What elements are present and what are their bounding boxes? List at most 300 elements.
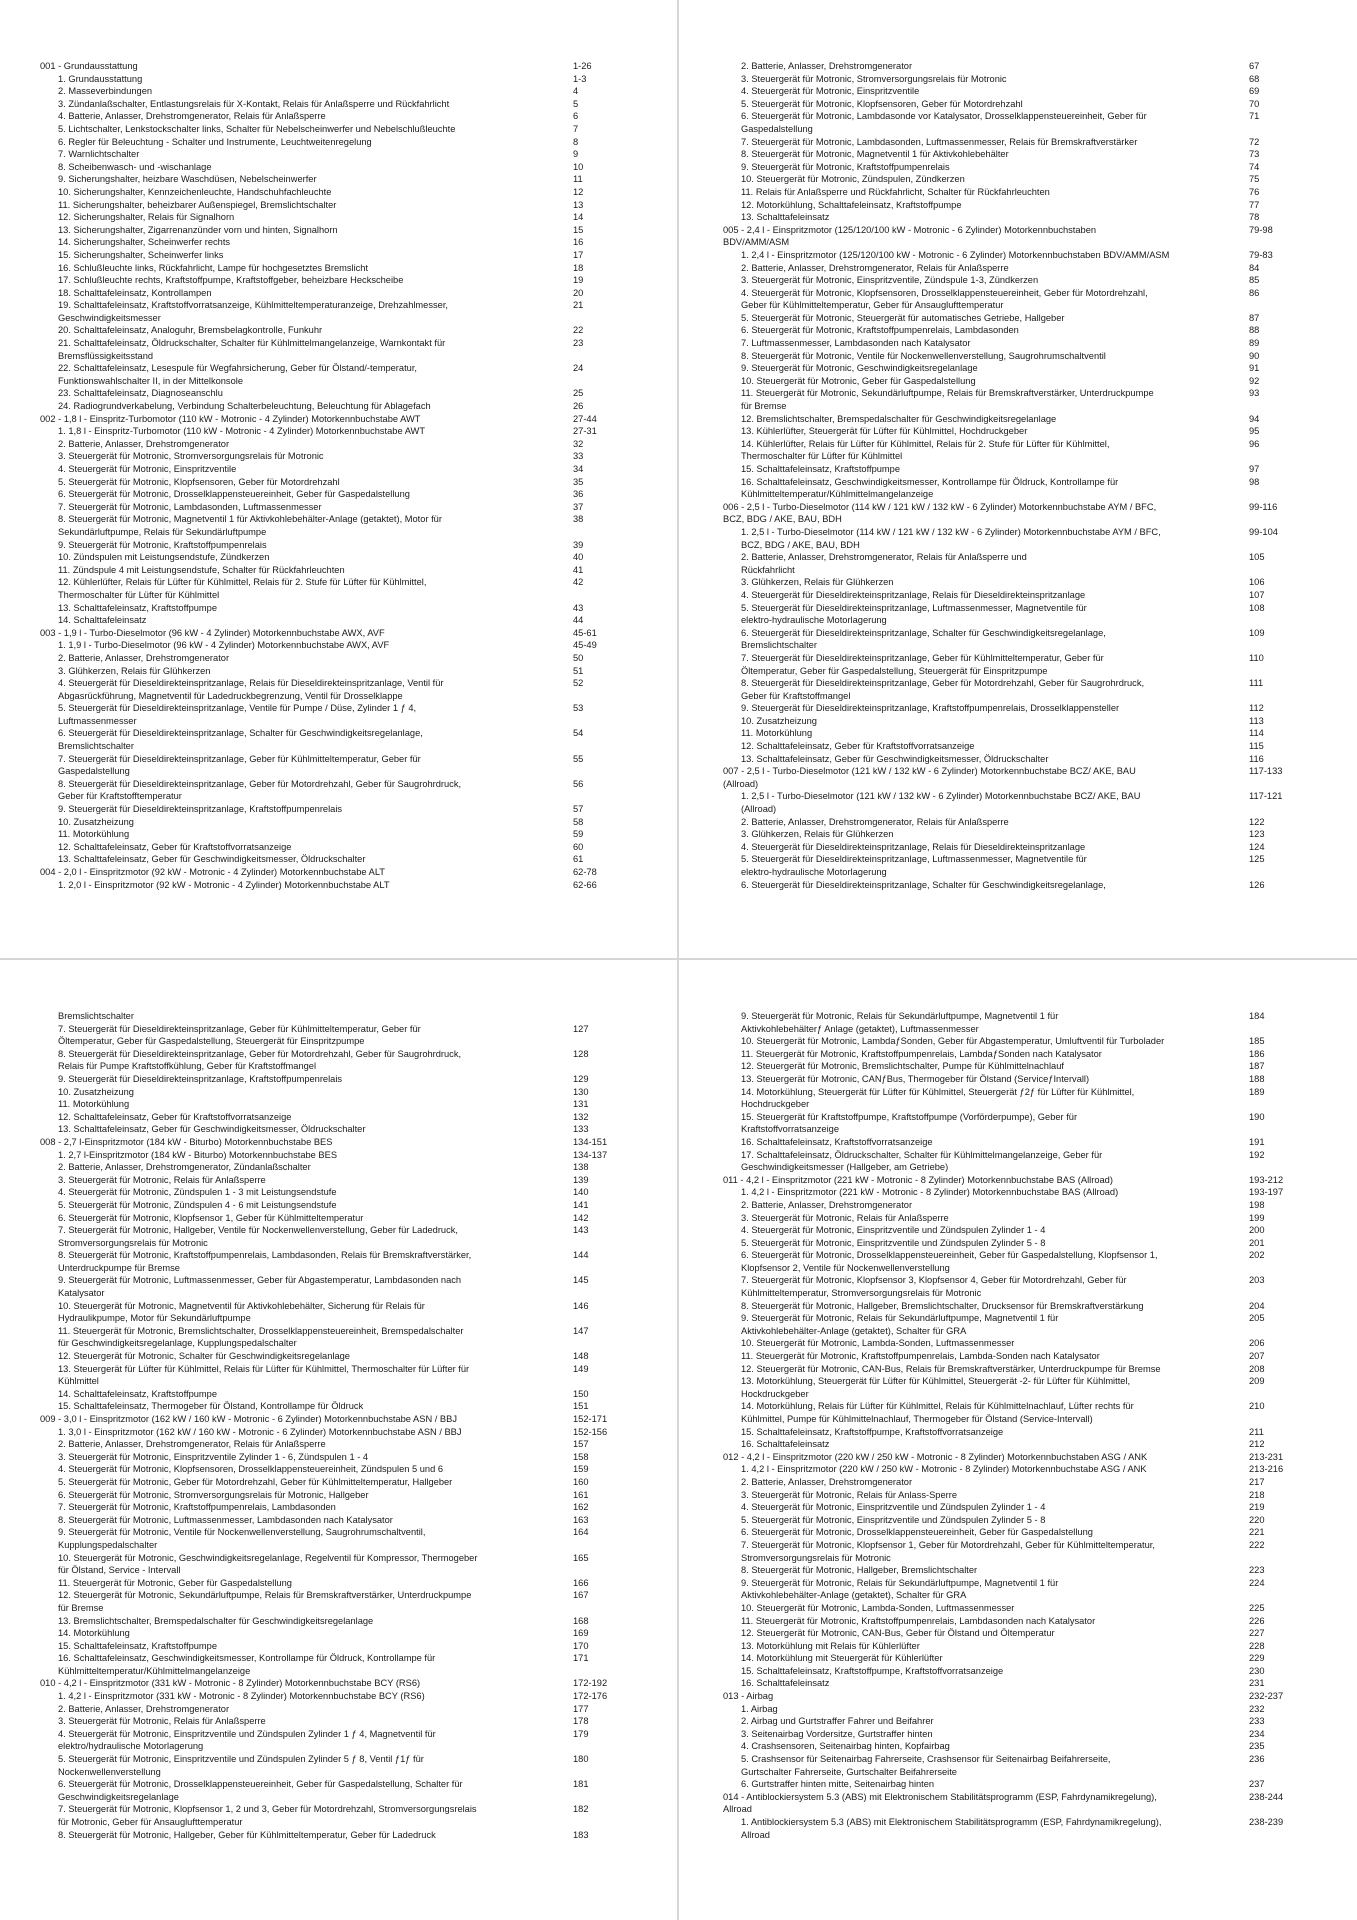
toc-entry-title: 5. Steuergerät für Motronic, Geber für Motordrehzahl, Geber für Kühlmitteltemperatur, Hallgeber xyxy=(58,1476,453,1487)
toc-page-number: 177 xyxy=(573,1703,589,1714)
toc-entry-title: 20. Schalttafeleinsatz, Analoguhr, Bremsbelagkontrolle, Funkuhr xyxy=(58,325,323,336)
toc-entry-title: 1. 2,5 l - Turbo-Dieselmotor (121 kW / 132 kW - 6 Zylinder) Motorkennbuchstabe BCZ/ AKE, BAU xyxy=(741,791,1141,802)
toc-entry-title: 2. Batterie, Anlasser, Drehstromgenerator xyxy=(58,438,230,449)
toc-entry-title: Aktivkohlebehälter-Anlage (getaktet), Schalter für GRA xyxy=(741,1590,967,1601)
toc-entry-title: Luftmassenmesser xyxy=(58,715,137,726)
toc-page-number: 76 xyxy=(1249,186,1260,197)
toc-page-number: 85 xyxy=(1249,275,1260,286)
toc-page-number: 51 xyxy=(573,665,584,676)
toc-page-number: 188 xyxy=(1249,1073,1265,1084)
toc-entry-row xyxy=(723,853,1313,866)
toc-entry-title: 8. Steuergerät für Motronic, Hallgeber, Bremslichtschalter xyxy=(741,1565,978,1576)
toc-page-number: 217 xyxy=(1249,1476,1265,1487)
toc-entry-row xyxy=(723,790,1313,803)
toc-page-number: 212 xyxy=(1249,1439,1265,1450)
toc-entry-title: (Allroad) xyxy=(723,778,759,789)
toc-entry-row xyxy=(40,387,637,400)
toc-entry-row xyxy=(40,85,637,98)
toc-entry-row xyxy=(40,1287,637,1300)
toc-page-number: 141 xyxy=(573,1199,589,1210)
toc-page-number: 24 xyxy=(573,363,584,374)
toc-entry-title: 2. Batterie, Anlasser, Drehstromgenerator, Relais für Anlaßsperre xyxy=(741,262,1009,273)
toc-entry-title: 15. Schalttafeleinsatz, Thermogeber für Ölstand, Kontrollampe für Öldruck xyxy=(58,1401,364,1412)
toc-entry-title: 9. Steuergerät für Motronic, Geschwindigkeitsregelanlage xyxy=(741,363,978,374)
toc-page-number: 1-26 xyxy=(573,61,592,71)
toc-page-number: 37 xyxy=(573,501,584,512)
toc-entry-title: 1. 2,5 l - Turbo-Dieselmotor (114 kW / 121 kW / 132 kW - 6 Zylinder) Motorkennbuchstabe AYM / BFC, xyxy=(741,526,1161,537)
toc-section-row xyxy=(723,1174,1313,1187)
toc-entry-title: Thermoschalter für Lüfter für Kühlmittel xyxy=(58,589,220,600)
toc-page-number: 234 xyxy=(1249,1728,1265,1739)
toc-page-number: 34 xyxy=(573,464,584,474)
toc-entry-title: 14. Motorkühlung xyxy=(58,1628,130,1639)
toc-page-number: 74 xyxy=(1249,161,1260,172)
toc-page-number: 237 xyxy=(1249,1779,1265,1790)
toc-section-row xyxy=(40,413,637,426)
toc-entry-title: 7. Luftmassenmesser, Lambdasonden nach Katalysator xyxy=(741,338,971,349)
toc-entry-title: 8. Steuergerät für Dieseldirekteinspritzanlage, Geber für Motordrehzahl, Geber für Saugrohrdruck, xyxy=(58,778,462,789)
toc-entry-row xyxy=(723,1023,1313,1036)
toc-page-number: 109 xyxy=(1249,627,1265,638)
toc-page-number: 167 xyxy=(573,1590,589,1601)
toc-entry-row xyxy=(723,1766,1313,1779)
toc-entry-title: 15. Sicherungshalter, Scheinwerfer links xyxy=(58,249,224,260)
toc-entry-title: 9. Steuergerät für Motronic, Luftmassenmesser, Geber für Abgastemperatur, Lambdasonden nach xyxy=(58,1275,462,1286)
toc-entry-title: 1. 4,2 l - Einspritzmotor (220 kW / 250 kW - Motronic - 8 Zylinder) Motorkennbuchstabe ASG / ANK xyxy=(741,1464,1147,1475)
toc-entry-title: 13. Schalttafeleinsatz, Kraftstoffpumpe xyxy=(58,602,218,613)
toc-section-row xyxy=(723,224,1313,237)
toc-entry-row xyxy=(723,262,1313,275)
toc-page-number: 90 xyxy=(1249,350,1260,361)
toc-entry-title: 8. Steuergerät für Dieseldirekteinspritzanlage, Geber für Motordrehzahl, Geber für Saugrohrdruck, xyxy=(741,678,1145,689)
toc-entry-row xyxy=(40,1010,637,1023)
toc-entry-title: Unterdruckpumpe für Bremse xyxy=(58,1262,180,1273)
toc-entry-row xyxy=(723,136,1313,149)
toc-page-number: 67 xyxy=(1249,61,1260,71)
toc-entry-title: 12. Schalttafeleinsatz, Geber für Kraftstoffvorratsanzeige xyxy=(58,841,292,852)
toc-entry-row xyxy=(40,1627,637,1640)
toc-entry-title: 2. Batterie, Anlasser, Drehstromgenerator, Zündanlaßschalter xyxy=(58,1162,311,1173)
toc-entry-row xyxy=(40,400,637,413)
toc-entry-title: 9. Steuergerät für Motronic, Kraftstoffpumpenrelais xyxy=(741,161,950,172)
toc-entry-row xyxy=(40,1098,637,1111)
toc-entry-row xyxy=(723,1640,1313,1653)
toc-page-number: 130 xyxy=(573,1086,589,1097)
toc-entry-title: Kraftstoffvorratsanzeige xyxy=(741,1124,840,1135)
toc-page-number: 202 xyxy=(1249,1250,1265,1261)
toc-entry-row xyxy=(40,665,637,678)
toc-entry-row xyxy=(40,1803,637,1816)
toc-page-number: 73 xyxy=(1249,149,1260,160)
toc-entry-row xyxy=(40,1602,637,1615)
toc-entry-title: 24. Radiogrundverkabelung, Verbindung Schalterbeleuchtung, Beleuchtung für Ablagefach xyxy=(58,401,431,412)
toc-page-number: 178 xyxy=(573,1716,589,1727)
toc-page-number: 50 xyxy=(573,652,584,663)
toc-entry-row xyxy=(723,1048,1313,1061)
toc-page-number: 166 xyxy=(573,1577,589,1588)
toc-entry-title: 13. Steuergerät für Motronic, CANƒBus, Thermogeber für Ölstand (ServiceƒIntervall) xyxy=(741,1073,1090,1084)
toc-page-number: 117-121 xyxy=(1249,791,1283,802)
toc-entry-title: 7. Steuergerät für Motronic, Lambdasonden, Luftmassenmesser, Relais für Bremskraftverstärker xyxy=(741,136,1138,147)
toc-entry-title: Gurtschalter Fahrerseite, Gurtschalter Beifahrerseite xyxy=(741,1766,957,1777)
toc-entry-row xyxy=(40,576,637,589)
toc-entry-title: 8. Steuergerät für Motronic, Hallgeber, Geber für Kühlmitteltemperatur, Geber für Ladedruck xyxy=(58,1829,436,1840)
toc-page-number: 21 xyxy=(573,300,584,311)
toc-entry-row xyxy=(40,1690,637,1703)
toc-entry-row xyxy=(40,362,637,375)
toc-page-number: 210 xyxy=(1249,1401,1265,1412)
toc-entry-row xyxy=(723,879,1313,892)
toc-page-number: 35 xyxy=(573,476,584,487)
toc-entry-row xyxy=(40,249,637,262)
toc-page-number: 33 xyxy=(573,451,584,462)
toc-entry-title: 5. Steuergerät für Dieseldirekteinspritzanlage, Luftmassenmesser, Magnetventile für xyxy=(741,602,1087,613)
toc-page-number: 38 xyxy=(573,514,584,525)
toc-entry-title: Kupplungspedalschalter xyxy=(58,1539,158,1550)
toc-entry-row xyxy=(40,1073,637,1086)
toc-entry-row xyxy=(723,1237,1313,1250)
toc-page-number: 185 xyxy=(1249,1036,1265,1047)
toc-page-number: 126 xyxy=(1249,879,1265,890)
toc-section-row xyxy=(723,236,1313,249)
toc-entry-title: 9. Steuergerät für Motronic, Relais für Sekundärluftpumpe, Magnetventil 1 für xyxy=(741,1313,1059,1324)
toc-entry-title: 11. Zündspule 4 mit Leistungsendstufe, Schalter für Rückfahrleuchten xyxy=(58,564,345,575)
toc-page-number: 236 xyxy=(1249,1754,1265,1765)
toc-entry-row xyxy=(723,375,1313,388)
toc-entry-title: 8. Steuergerät für Motronic, Hallgeber, Bremslichtschalter, Drucksensor für Bremskraftverstärkung xyxy=(741,1300,1144,1311)
toc-entry-row xyxy=(40,375,637,388)
toc-page-number: 140 xyxy=(573,1187,589,1198)
toc-entry-row xyxy=(40,1816,637,1829)
toc-entry-title: 5. Steuergerät für Motronic, Zündspulen 4 - 6 mit Leistungsendstufe xyxy=(58,1199,337,1210)
toc-page-number: 125 xyxy=(1249,854,1265,865)
toc-page-number: 164 xyxy=(573,1527,589,1538)
toc-entry-row xyxy=(723,1413,1313,1426)
toc-entry-title: 1. 4,2 l - Einspritzmotor (331 kW - Motronic - 8 Zylinder) Motorkennbuchstabe BCY (RS6) xyxy=(58,1691,425,1702)
toc-page-number: 55 xyxy=(573,753,584,764)
toc-entry-row xyxy=(723,828,1313,841)
toc-entry-row xyxy=(40,123,637,136)
toc-entry-row xyxy=(40,526,637,539)
toc-page-number: 10 xyxy=(573,161,584,172)
toc-entry-row xyxy=(723,1463,1313,1476)
toc-entry-title: 4. Steuergerät für Dieseldirekteinspritzanlage, Relais für Dieseldirekteinspritzanlage, Ventil für xyxy=(58,678,444,689)
toc-entry-row xyxy=(40,639,637,652)
toc-entry-row xyxy=(723,1564,1313,1577)
toc-entry-title: für Bremse xyxy=(741,401,787,412)
toc-entry-title: Bremslichtschalter xyxy=(58,741,134,752)
toc-entry-title: 2. Batterie, Anlasser, Drehstromgenerator, Relais für Anlaßsperre und xyxy=(741,552,1027,563)
toc-entry-title: 2. Batterie, Anlasser, Drehstromgenerator xyxy=(741,61,913,71)
toc-page-number: 158 xyxy=(573,1451,589,1462)
toc-entry-row xyxy=(723,1186,1313,1199)
toc-entry-title: 16. Schalttafeleinsatz, Geschwindigkeitsmesser, Kontrollampe für Öldruck, Kontrollampe für xyxy=(58,1653,436,1664)
toc-entry-row xyxy=(723,564,1313,577)
toc-page-number: 78 xyxy=(1249,212,1260,223)
toc-entry-row xyxy=(723,337,1313,350)
toc-entry-title: 9. Steuergerät für Motronic, Ventile für Nockenwellenverstellung, Saugrohrumschaltventil, xyxy=(58,1527,426,1538)
toc-entry-row xyxy=(40,1703,637,1716)
toc-entry-title: 4. Steuergerät für Dieseldirekteinspritzanlage, Relais für Dieseldirekteinspritzanlage xyxy=(741,841,1086,852)
toc-entry-title: Geschwindigkeitsregelanlage xyxy=(58,1791,179,1802)
toc-entry-row xyxy=(40,1186,637,1199)
toc-entry-title: Bremslichtschalter xyxy=(741,640,817,651)
toc-entry-title: für Geschwindigkeitsregelanlage, Kupplungspedalschalter xyxy=(58,1338,297,1349)
toc-entry-title: 16. Schalttafeleinsatz, Kraftstoffvorratsanzeige xyxy=(741,1136,933,1147)
toc-entry-row xyxy=(40,539,637,552)
toc-entry-row xyxy=(723,1262,1313,1275)
toc-entry-title: 14. Motorkühlung, Relais für Lüfter für Kühlmittel, Relais für Kühlmittelnachlauf, Lüfter rechts für xyxy=(741,1401,1134,1412)
toc-entry-title: 10. Steuergerät für Motronic, LambdaƒSonden, Geber für Abgastemperatur, Umluftventil für Turbolader xyxy=(741,1036,1165,1047)
toc-entry-title: 1. 2,7 l-Einspritzmotor (184 kW - Biturbo) Motorkennbuchstabe BES xyxy=(58,1149,338,1160)
toc-page-number: 114 xyxy=(1249,728,1264,739)
toc-page-number: 87 xyxy=(1249,312,1260,323)
toc-page-number: 172-192 xyxy=(573,1678,608,1689)
toc-entry-title: 11. Relais für Anlaßsperre und Rückfahrlicht, Schalter für Rückfahrleuchten xyxy=(741,186,1050,197)
toc-entry-row xyxy=(40,450,637,463)
toc-entry-row xyxy=(723,677,1313,690)
toc-entry-title: 13. Schalttafeleinsatz xyxy=(741,212,830,223)
toc-entry-row xyxy=(40,677,637,690)
toc-page-number: 7 xyxy=(573,123,579,134)
toc-entry-row xyxy=(723,400,1313,413)
toc-entry-title: 7. Steuergerät für Motronic, Lambdasonden, Luftmassenmesser xyxy=(58,501,322,512)
toc-page-number: 229 xyxy=(1249,1653,1265,1664)
toc-page-number: 117-133 xyxy=(1249,766,1283,777)
toc-entry-row xyxy=(40,136,637,149)
toc-entry-title: 2. Batterie, Anlasser, Drehstromgenerator, Relais für Anlaßsperre xyxy=(58,1439,326,1450)
toc-entry-title: 9. Steuergerät für Motronic, Kraftstoffpumpenrelais xyxy=(58,539,267,550)
toc-page-number: 62-78 xyxy=(573,867,597,877)
toc-entry-title: 3. Glühkerzen, Relais für Glühkerzen xyxy=(741,577,894,588)
toc-entry-title: 4. Steuergerät für Motronic, Einspritzventile und Zündspulen Zylinder 1 - 4 xyxy=(741,1225,1046,1236)
toc-entry-title: Öltemperatur, Geber für Gaspedalstellung, Steuergerät für Einspritzpumpe xyxy=(58,1036,365,1047)
toc-entry-row xyxy=(723,1703,1313,1716)
toc-page-number: 4 xyxy=(573,86,579,97)
toc-entry-row xyxy=(40,350,637,363)
toc-entry-title: 8. Steuergerät für Motronic, Kraftstoffpumpenrelais, Lambdasonden, Relais für Bremskraftverstärker, xyxy=(58,1250,472,1261)
toc-page-number: 181 xyxy=(573,1779,589,1790)
toc-entry-title: 6. Gurtstraffer hinten mitte, Seitenairbag hinten xyxy=(741,1779,935,1790)
toc-entry-row xyxy=(723,1438,1313,1451)
toc-entry-row xyxy=(723,287,1313,300)
toc-entry-row xyxy=(723,387,1313,400)
toc-page-number: 94 xyxy=(1249,413,1260,424)
toc-entry-row xyxy=(40,1350,637,1363)
toc-page-number: 59 xyxy=(573,829,584,840)
toc-entry-title: 1. 4,2 l - Einspritzmotor (221 kW - Motronic - 8 Zylinder) Motorkennbuchstabe BAS (Allroad) xyxy=(741,1187,1119,1198)
toc-page-number: 163 xyxy=(573,1514,589,1525)
toc-entry-title: elektro/hydraulische Motorlagerung xyxy=(58,1741,204,1752)
toc-entry-row xyxy=(40,816,637,829)
toc-entry-title: 15. Steuergerät für Kraftstoffpumpe, Kraftstoffpumpe (Vorförderpumpe), Geber für xyxy=(741,1111,1078,1122)
toc-entry-row xyxy=(40,1829,637,1842)
toc-page-number: 88 xyxy=(1249,325,1260,336)
toc-section-row xyxy=(723,1803,1313,1816)
toc-entry-title: 3. Steuergerät für Motronic, Relais für Anlass-Sperre xyxy=(741,1489,957,1500)
toc-entry-title: 15. Schalttafeleinsatz, Kraftstoffpumpe, Kraftstoffvorratsanzeige xyxy=(741,1426,1004,1437)
toc-entry-title: für Bremse xyxy=(58,1602,104,1613)
toc-entry-row xyxy=(723,312,1313,325)
toc-page-number: 45-61 xyxy=(573,627,597,638)
toc-entry-row xyxy=(723,803,1313,816)
toc-page-number: 170 xyxy=(573,1640,589,1651)
toc-entry-row xyxy=(723,1111,1313,1124)
toc-entry-row xyxy=(40,1123,637,1136)
toc-entry-title: 12. Steuergerät für Motronic, CAN-Bus, Relais für Bremskraftverstärker, Unterdruckpumpe für Bremse xyxy=(741,1363,1161,1374)
toc-entry-row xyxy=(723,690,1313,703)
toc-page-number: 53 xyxy=(573,703,584,714)
toc-entry-row xyxy=(723,73,1313,86)
toc-page-number: 98 xyxy=(1249,476,1260,487)
toc-entry-title: Stromversorgungsrelais für Motronic xyxy=(58,1237,208,1248)
toc-page-number: 232 xyxy=(1249,1703,1265,1714)
toc-page-number: 44 xyxy=(573,615,584,626)
toc-entry-row xyxy=(40,564,637,577)
toc-entry-title: 10. Steuergerät für Motronic, Geber für Gaspedalstellung xyxy=(741,375,976,386)
toc-entry-row xyxy=(723,1715,1313,1728)
toc-entry-title: Allroad xyxy=(741,1829,770,1840)
toc-entry-title: 15. Schalttafeleinsatz, Kraftstoffpumpe, Kraftstoffvorratsanzeige xyxy=(741,1665,1004,1676)
toc-entry-title: 9. Steuergerät für Motronic, Relais für Sekundärluftpumpe, Magnetventil 1 für xyxy=(741,1577,1059,1588)
toc-page-number: 105 xyxy=(1249,552,1265,563)
toc-entry-title: 006 - 2,5 l - Turbo-Dieselmotor (114 kW / 121 kW / 132 kW - 6 Zylinder) Motorkennbuchstabe AYM / BFC, xyxy=(723,501,1157,512)
toc-entry-title: 11. Steuergerät für Motronic, Geber für Gaspedalstellung xyxy=(58,1577,292,1588)
toc-entry-title: 12. Sicherungshalter, Relais für Signalhorn xyxy=(58,212,235,223)
toc-page-number: 95 xyxy=(1249,426,1260,437)
toc-page-number: 8 xyxy=(573,136,579,147)
toc-entry-row xyxy=(723,1098,1313,1111)
toc-page-number: 180 xyxy=(573,1754,589,1765)
toc-entry-title: 014 - Antiblockiersystem 5.3 (ABS) mit Elektronischem Stabilitätsprogramm (ESP, Fahrdynamikregelung), xyxy=(723,1791,1157,1802)
toc-entry-row xyxy=(723,1728,1313,1741)
toc-entry-title: 11. Motorkühlung xyxy=(58,829,130,840)
toc-page-number: 58 xyxy=(573,816,584,827)
toc-entry-row xyxy=(40,1212,637,1225)
toc-page-number: 45-49 xyxy=(573,640,597,651)
toc-entry-row xyxy=(40,602,637,615)
toc-entry-title: 005 - 2,4 l - Einspritzmotor (125/120/100 kW - Motronic - 6 Zylinder) Motorkennbuchstaben xyxy=(723,224,1097,235)
toc-entry-row xyxy=(723,450,1313,463)
toc-page-number: 129 xyxy=(573,1073,589,1084)
toc-entry-title: 1. 3,0 l - Einspritzmotor (162 kW / 160 kW - Motronic - 6 Zylinder) Motorkennbuchstabe ASN / BBJ xyxy=(58,1426,462,1437)
toc-entry-row xyxy=(40,1023,637,1036)
toc-entry-title: 9. Steuergerät für Dieseldirekteinspritzanlage, Kraftstoffpumpenrelais xyxy=(58,1073,343,1084)
toc-page-number: 23 xyxy=(573,338,584,349)
toc-page-number: 222 xyxy=(1249,1539,1265,1550)
toc-entry-title: 15. Schalttafeleinsatz, Kraftstoffpumpe xyxy=(741,464,901,474)
toc-entry-title: 8. Steuergerät für Motronic, Magnetventil 1 für Aktivkohlebehälter xyxy=(741,149,1009,160)
toc-page-number: 213-231 xyxy=(1249,1451,1284,1462)
toc-entry-row xyxy=(723,1665,1313,1678)
toc-entry-title: 2. Batterie, Anlasser, Drehstromgenerator xyxy=(58,652,230,663)
toc-page-number: 112 xyxy=(1249,703,1264,714)
toc-entry-row xyxy=(40,425,637,438)
toc-entry-row xyxy=(40,702,637,715)
toc-entry-title: Gaspedalstellung xyxy=(741,123,813,134)
toc-entry-row xyxy=(723,1552,1313,1565)
toc-entry-title: 7. Steuergerät für Motronic, Kraftstoffpumpenrelais, Lambdasonden xyxy=(58,1502,336,1513)
toc-entry-title: 1. Antiblockiersystem 5.3 (ABS) mit Elektronischem Stabilitätsprogramm (ESP, Fahrdynamikregelung), xyxy=(741,1817,1162,1827)
toc-entry-title: Hydraulikpumpe, Motor für Sekundärluftpumpe xyxy=(58,1313,251,1324)
toc-entry-title: 4. Steuergerät für Motronic, Zündspulen 1 - 3 mit Leistungsendstufe xyxy=(58,1187,337,1198)
toc-entry-row xyxy=(40,236,637,249)
toc-entry-row xyxy=(40,1539,637,1552)
toc-entry-title: 13. Kühlerlüfter, Steuergerät für Lüfter für Kühlmittel, Hochdruckgeber xyxy=(741,426,1028,437)
toc-entry-row xyxy=(40,753,637,766)
toc-list xyxy=(723,1010,1313,1841)
toc-entry-title: 3. Seitenairbag Vordersitze, Gurtstraffer hinten xyxy=(741,1728,933,1739)
toc-entry-title: Bremslichtschalter xyxy=(58,1011,134,1021)
toc-list xyxy=(40,1010,637,1841)
toc-page-number: 223 xyxy=(1249,1565,1265,1576)
toc-entry-row xyxy=(40,312,637,325)
toc-entry-title: 5. Steuergerät für Motronic, Klopfsensoren, Geber für Motordrehzahl xyxy=(58,476,340,487)
toc-entry-row xyxy=(40,1111,637,1124)
toc-entry-row xyxy=(40,1526,637,1539)
toc-entry-title: 5. Steuergerät für Motronic, Einspritzventile und Zündspulen Zylinder 5 - 8 xyxy=(741,1514,1046,1525)
toc-entry-row xyxy=(723,425,1313,438)
toc-entry-row xyxy=(40,1791,637,1804)
toc-entry-title: 10. Steuergerät für Motronic, Magnetventil für Aktivkohlebehälter, Sicherung für Relais für xyxy=(58,1300,425,1311)
toc-page-number: 207 xyxy=(1249,1351,1265,1362)
toc-entry-row xyxy=(723,1514,1313,1527)
toc-entry-row xyxy=(723,85,1313,98)
toc-entry-title: 3. Steuergerät für Motronic, Einspritzventile Zylinder 1 - 6, Zündspulen 1 - 4 xyxy=(58,1451,369,1462)
toc-entry-row xyxy=(40,73,637,86)
toc-entry-row xyxy=(40,1489,637,1502)
toc-page-number: 145 xyxy=(573,1275,589,1286)
toc-entry-row xyxy=(40,1048,637,1061)
toc-entry-title: 3. Steuergerät für Motronic, Stromversorgungsrelais für Motronic xyxy=(741,73,1007,84)
toc-page-number: 27-31 xyxy=(573,426,597,437)
toc-entry-title: 13. Motorkühlung mit Relais für Kühlerlüfter xyxy=(741,1640,920,1651)
toc-page-number: 160 xyxy=(573,1476,589,1487)
toc-page-number: 206 xyxy=(1249,1338,1265,1349)
toc-page-number: 13 xyxy=(573,199,584,210)
toc-entry-row xyxy=(723,1375,1313,1388)
toc-entry-row xyxy=(40,715,637,728)
toc-entry-row xyxy=(40,1463,637,1476)
toc-page-number: 18 xyxy=(573,262,584,273)
toc-page-number: 26 xyxy=(573,401,584,412)
toc-page-number: 189 xyxy=(1249,1086,1265,1097)
toc-entry-row xyxy=(723,299,1313,312)
toc-entry-row xyxy=(723,1161,1313,1174)
toc-entry-row xyxy=(723,110,1313,123)
toc-entry-row xyxy=(723,488,1313,501)
toc-entry-title: 6. Steuergerät für Motronic, Kraftstoffpumpenrelais, Lambdasonden xyxy=(741,325,1019,336)
toc-page-number: 128 xyxy=(573,1048,589,1059)
toc-entry-row xyxy=(723,841,1313,854)
toc-entry-row xyxy=(40,1652,637,1665)
toc-entry-row xyxy=(723,1753,1313,1766)
toc-page-number: 9 xyxy=(573,149,579,160)
toc-entry-title: 10. Steuergerät für Motronic, Zündspulen, Zündkerzen xyxy=(741,174,965,185)
toc-entry-title: 12. Schalttafeleinsatz, Geber für Kraftstoffvorratsanzeige xyxy=(741,741,975,752)
toc-entry-title: 7. Warnlichtschalter xyxy=(58,149,140,160)
toc-entry-title: 2. Masseverbindungen xyxy=(58,86,153,97)
toc-entry-title: 9. Steuergerät für Dieseldirekteinspritzanlage, Kraftstoffpumpenrelais, Drosselklappensteller xyxy=(741,703,1120,714)
toc-entry-title: Kühlmitteltemperatur/Kühlmittelmangelanzeige xyxy=(741,489,934,500)
toc-page-number: 86 xyxy=(1249,287,1260,298)
toc-entry-row xyxy=(40,186,637,199)
toc-entry-row xyxy=(40,1778,637,1791)
toc-entry-row xyxy=(723,476,1313,489)
toc-entry-title: 10. Steuergerät für Motronic, Lambda-Sonden, Luftmassenmesser xyxy=(741,1338,1015,1349)
toc-page-number: 150 xyxy=(573,1388,589,1399)
toc-page-number: 220 xyxy=(1249,1514,1265,1525)
